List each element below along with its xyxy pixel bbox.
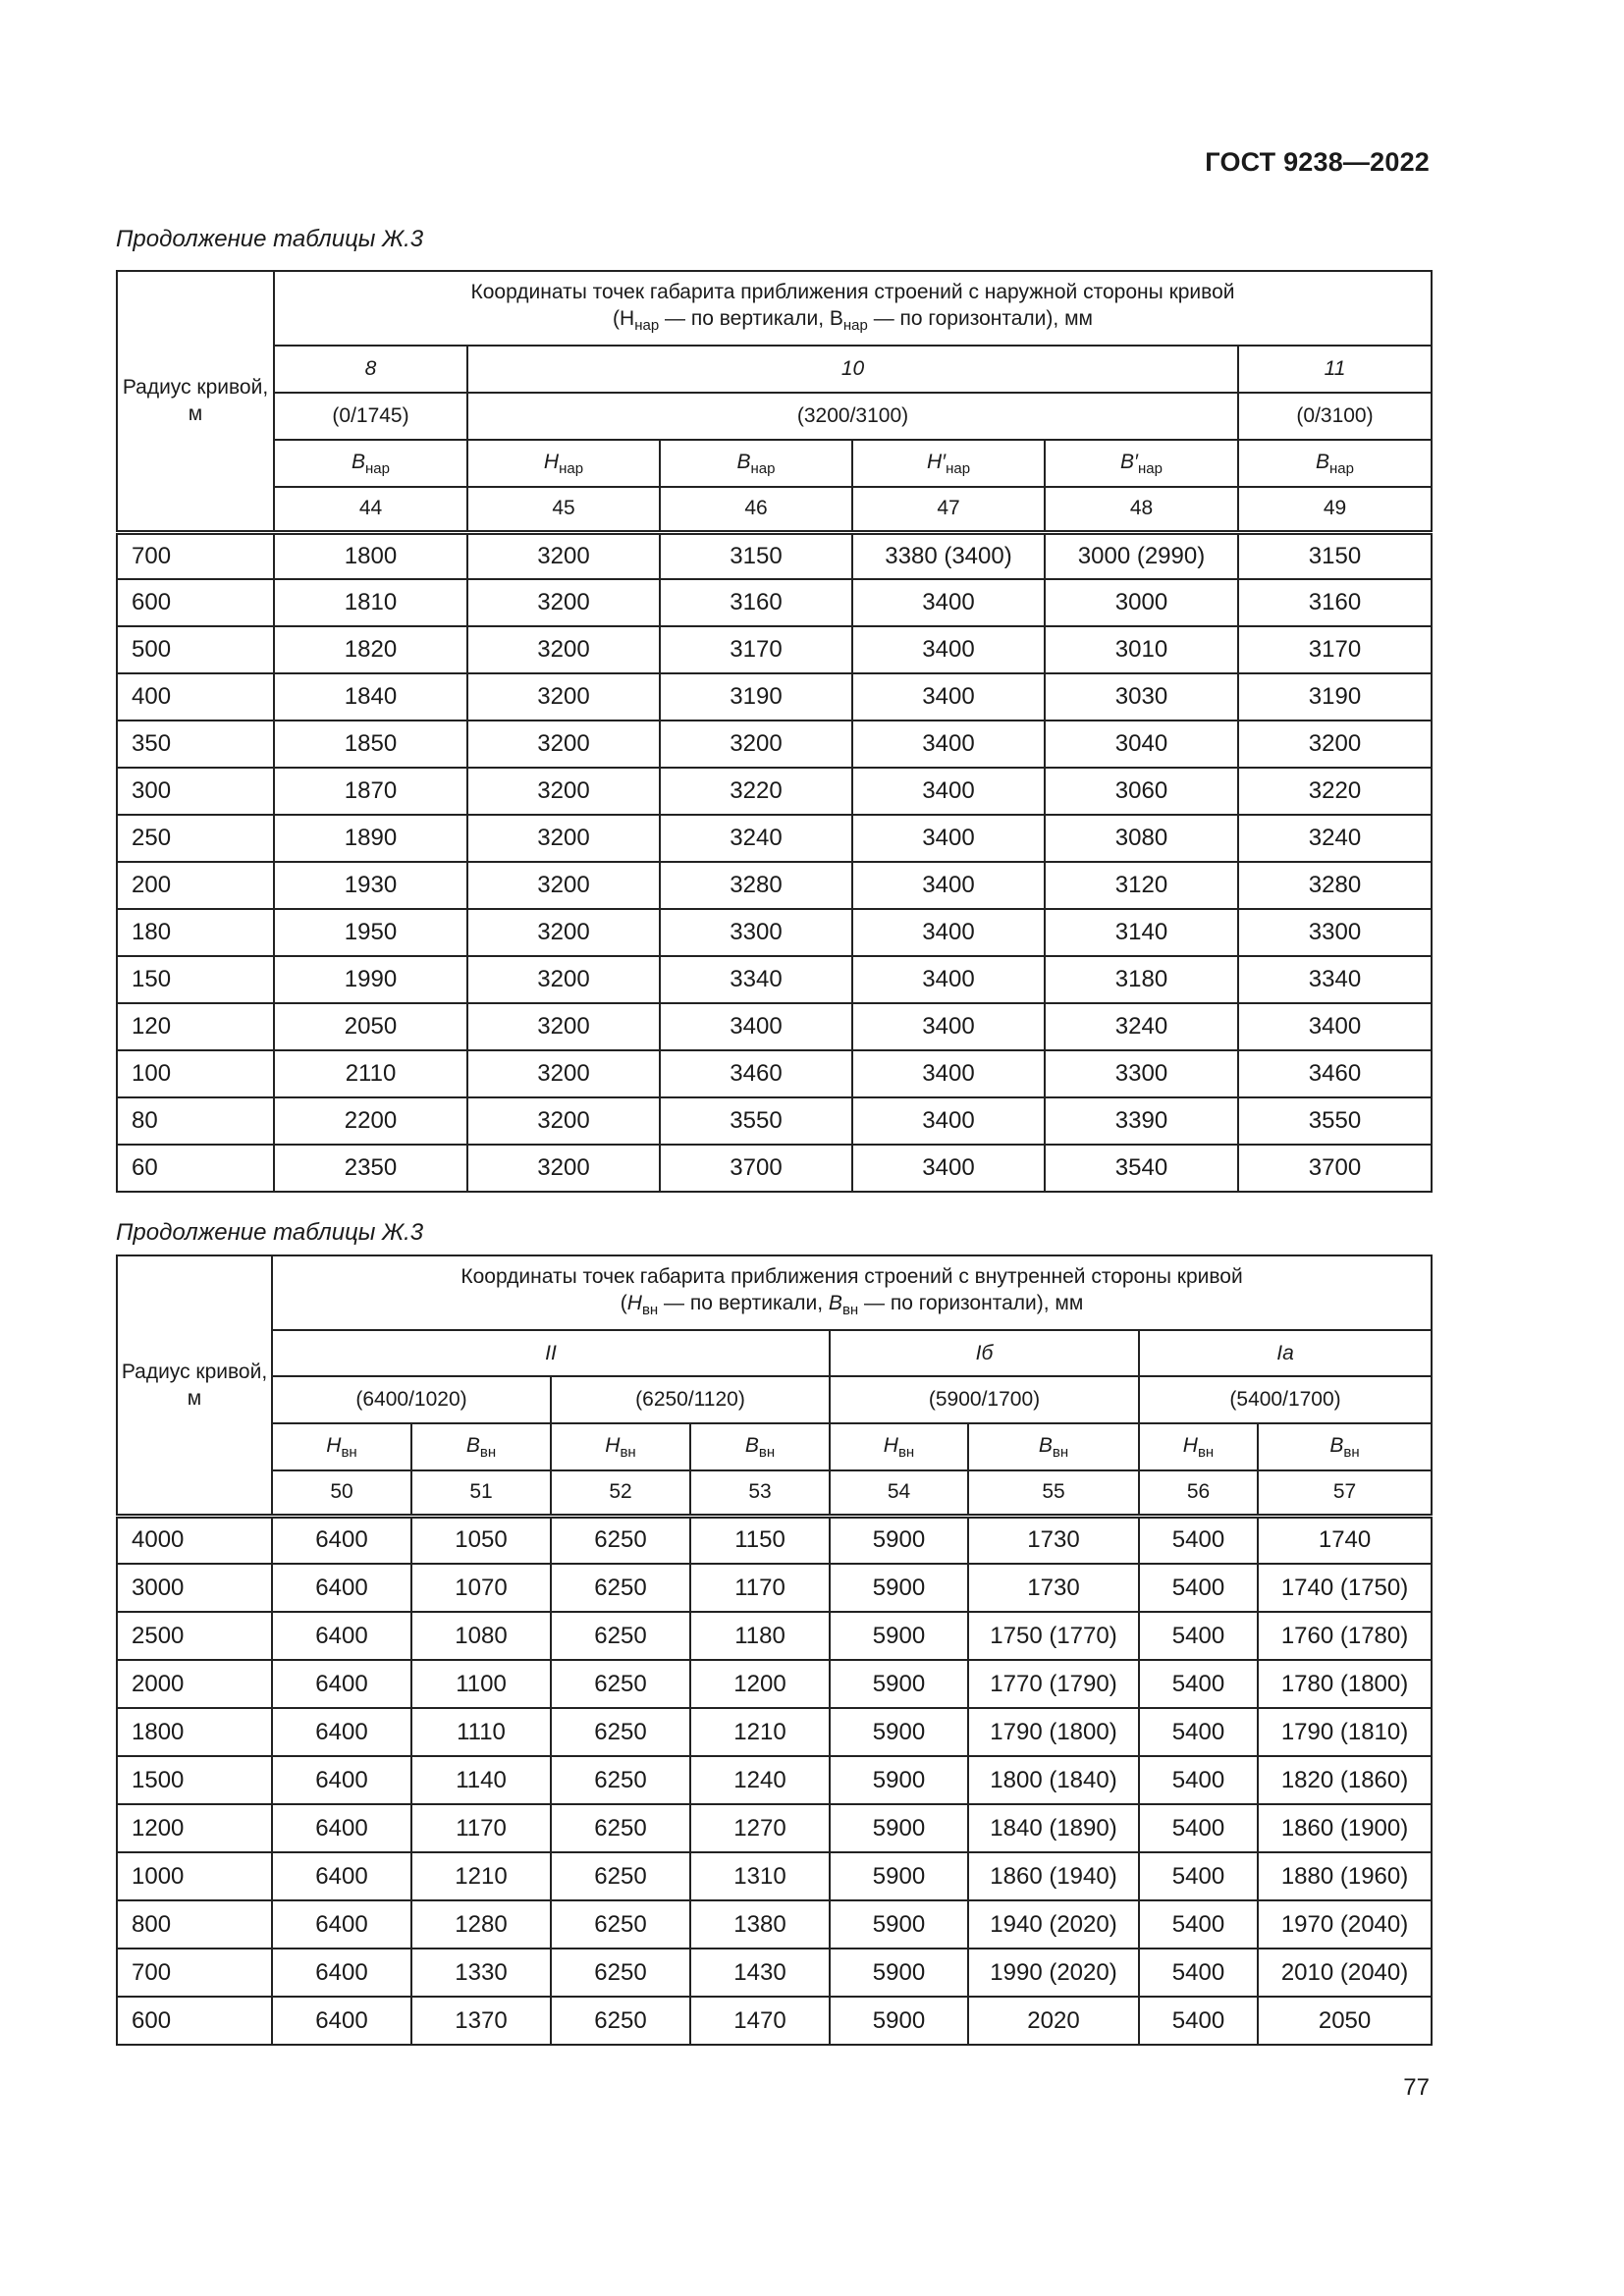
table-cell: 1730 xyxy=(968,1516,1139,1564)
table-cell: 3300 xyxy=(1238,909,1432,956)
table-cell: 2020 xyxy=(968,1997,1139,2045)
table-cell: 6250 xyxy=(551,1564,690,1612)
table-cell: 1930 xyxy=(274,862,467,909)
table-cell: 3200 xyxy=(467,956,660,1003)
table-cell: 5900 xyxy=(830,1852,968,1900)
table-cell: 3120 xyxy=(1045,862,1238,909)
table-cell: 3200 xyxy=(467,626,660,673)
column-symbol: $H_{вн}$ xyxy=(1139,1423,1258,1470)
table-cell: 3400 xyxy=(852,673,1045,721)
radius-cell: 600 xyxy=(117,579,274,626)
table-cell: 3300 xyxy=(1045,1050,1238,1097)
table-cell: 6400 xyxy=(272,1516,411,1564)
table-cell: 3240 xyxy=(660,815,852,862)
radius-cell: 3000 xyxy=(117,1564,272,1612)
table-cell: 6400 xyxy=(272,1660,411,1708)
table-row xyxy=(117,1145,1432,1192)
table-cell: 1200 xyxy=(690,1660,830,1708)
table-cell: 6250 xyxy=(551,1516,690,1564)
table-cell: 3200 xyxy=(467,721,660,768)
radius-cell: 700 xyxy=(117,1949,272,1997)
table-cell: 3200 xyxy=(467,532,660,579)
table-cell: 3240 xyxy=(1238,815,1432,862)
table1-main-header: Координаты точек габарита приближения строений с наружной стороны кривой ($Н_{нар}$ — по вертикали, $В_{нар}$ — по горизонтали), мм xyxy=(274,271,1432,346)
table-cell: 3200 xyxy=(467,909,660,956)
table-cell: 3540 xyxy=(1045,1145,1238,1192)
column-number: 53 xyxy=(690,1470,830,1516)
table-cell: 3400 xyxy=(852,1145,1045,1192)
table-cell: 3400 xyxy=(852,1050,1045,1097)
table-cell: 3340 xyxy=(660,956,852,1003)
table1 xyxy=(116,270,1433,1193)
table-row xyxy=(117,1003,1432,1050)
column-symbol: $B_{нар}$ xyxy=(274,440,467,487)
table-cell: 1100 xyxy=(411,1660,551,1708)
table-cell: 3300 xyxy=(660,909,852,956)
radius-cell: 1800 xyxy=(117,1708,272,1756)
table1-body xyxy=(117,532,1432,1192)
table-cell: 3030 xyxy=(1045,673,1238,721)
table2-column-numbers-row xyxy=(117,1470,1432,1516)
table-cell: 1170 xyxy=(411,1804,551,1852)
table-row xyxy=(117,579,1432,626)
table-row xyxy=(117,1900,1432,1949)
table-cell: 1330 xyxy=(411,1949,551,1997)
column-number: 44 xyxy=(274,487,467,532)
table-cell: 5900 xyxy=(830,1949,968,1997)
table-cell: 3200 xyxy=(467,1145,660,1192)
table-cell: 1890 xyxy=(274,815,467,862)
table-cell: 6250 xyxy=(551,1900,690,1949)
table-row xyxy=(117,909,1432,956)
radius-cell: 1200 xyxy=(117,1804,272,1852)
table-cell: 5900 xyxy=(830,1756,968,1804)
table-cell: 3220 xyxy=(1238,768,1432,815)
table-cell: 3080 xyxy=(1045,815,1238,862)
table-cell: 3550 xyxy=(1238,1097,1432,1145)
table-cell: 1860 (1900) xyxy=(1258,1804,1432,1852)
table-row xyxy=(117,768,1432,815)
table-cell: 3200 xyxy=(467,579,660,626)
table-cell: 3170 xyxy=(1238,626,1432,673)
table-cell: 1760 (1780) xyxy=(1258,1612,1432,1660)
table-cell: 5400 xyxy=(1139,1900,1258,1949)
table-cell: 1070 xyxy=(411,1564,551,1612)
table-cell: 1740 xyxy=(1258,1516,1432,1564)
table-cell: 3400 xyxy=(852,768,1045,815)
table-cell: 5900 xyxy=(830,1804,968,1852)
table1-radius-header: Радиус кривой, м xyxy=(117,271,274,532)
table-cell: 1820 xyxy=(274,626,467,673)
table-row xyxy=(117,862,1432,909)
table1-point-8: (0/1745) xyxy=(274,393,467,440)
table2-point-3: (5900/1700) xyxy=(830,1376,1139,1423)
table-cell: 1210 xyxy=(411,1852,551,1900)
radius-cell: 120 xyxy=(117,1003,274,1050)
table-row xyxy=(117,673,1432,721)
column-number: 51 xyxy=(411,1470,551,1516)
table-cell: 3700 xyxy=(660,1145,852,1192)
radius-cell: 800 xyxy=(117,1900,272,1949)
radius-cell: 1000 xyxy=(117,1852,272,1900)
table-cell: 1870 xyxy=(274,768,467,815)
table-cell: 6400 xyxy=(272,1612,411,1660)
table-cell: 6250 xyxy=(551,1804,690,1852)
table1-caption: Продолжение таблицы Ж.3 xyxy=(116,226,424,252)
table-cell: 1940 (2020) xyxy=(968,1900,1139,1949)
table-cell: 3280 xyxy=(660,862,852,909)
table-cell: 1810 xyxy=(274,579,467,626)
table2-point-2: (6250/1120) xyxy=(551,1376,830,1423)
table1-group-11: 11 xyxy=(1238,346,1432,393)
table2-point-1: (6400/1020) xyxy=(272,1376,551,1423)
table-row xyxy=(117,1708,1432,1756)
table-cell: 3200 xyxy=(467,673,660,721)
table-cell: 6250 xyxy=(551,1612,690,1660)
table-cell: 5400 xyxy=(1139,1804,1258,1852)
table2-group-Ia: Iа xyxy=(1139,1330,1432,1376)
table-cell: 3390 xyxy=(1045,1097,1238,1145)
radius-cell: 4000 xyxy=(117,1516,272,1564)
column-symbol: $B_{нар}$ xyxy=(660,440,852,487)
table1-point-10: (3200/3100) xyxy=(467,393,1238,440)
radius-cell: 100 xyxy=(117,1050,274,1097)
column-symbol: $B_{вн}$ xyxy=(968,1423,1139,1470)
table-cell: 2050 xyxy=(274,1003,467,1050)
table-cell: 3380 (3400) xyxy=(852,532,1045,579)
table-cell: 1850 xyxy=(274,721,467,768)
table2-point-4: (5400/1700) xyxy=(1139,1376,1432,1423)
radius-cell: 700 xyxy=(117,532,274,579)
table-row xyxy=(117,721,1432,768)
table-cell: 1780 (1800) xyxy=(1258,1660,1432,1708)
table-cell: 1080 xyxy=(411,1612,551,1660)
table-cell: 1380 xyxy=(690,1900,830,1949)
table-row xyxy=(117,1660,1432,1708)
column-symbol: $B_{вн}$ xyxy=(690,1423,830,1470)
radius-cell: 150 xyxy=(117,956,274,1003)
table-row xyxy=(117,1050,1432,1097)
column-number: 56 xyxy=(1139,1470,1258,1516)
table-cell: 5400 xyxy=(1139,1612,1258,1660)
table1-point-11: (0/3100) xyxy=(1238,393,1432,440)
radius-cell: 500 xyxy=(117,626,274,673)
column-number: 46 xyxy=(660,487,852,532)
table-cell: 6400 xyxy=(272,1564,411,1612)
table-cell: 3200 xyxy=(467,1003,660,1050)
column-symbol: $H_{вн}$ xyxy=(272,1423,411,1470)
table-cell: 1140 xyxy=(411,1756,551,1804)
radius-cell: 2500 xyxy=(117,1612,272,1660)
table-cell: 5900 xyxy=(830,1708,968,1756)
table2-caption: Продолжение таблицы Ж.3 xyxy=(116,1219,424,1246)
radius-cell: 60 xyxy=(117,1145,274,1192)
table-cell: 3150 xyxy=(660,532,852,579)
column-symbol: $H_{нар}$ xyxy=(467,440,660,487)
table-cell: 6250 xyxy=(551,1997,690,2045)
table-cell: 3400 xyxy=(852,721,1045,768)
table-cell: 1180 xyxy=(690,1612,830,1660)
table-cell: 6400 xyxy=(272,1708,411,1756)
table-cell: 6250 xyxy=(551,1852,690,1900)
table-cell: 2050 xyxy=(1258,1997,1432,2045)
table-cell: 1170 xyxy=(690,1564,830,1612)
table-cell: 5400 xyxy=(1139,1997,1258,2045)
table-cell: 1280 xyxy=(411,1900,551,1949)
table-cell: 3000 xyxy=(1045,579,1238,626)
table-cell: 2110 xyxy=(274,1050,467,1097)
table2-radius-header: Радиус кривой, м xyxy=(117,1255,272,1516)
table-cell: 3140 xyxy=(1045,909,1238,956)
table-cell: 3460 xyxy=(1238,1050,1432,1097)
table-cell: 3200 xyxy=(1238,721,1432,768)
table-cell: 3400 xyxy=(852,626,1045,673)
table-cell: 1150 xyxy=(690,1516,830,1564)
table-cell: 1430 xyxy=(690,1949,830,1997)
table-cell: 3700 xyxy=(1238,1145,1432,1192)
table-cell: 5400 xyxy=(1139,1949,1258,1997)
column-symbol: $B_{вн}$ xyxy=(411,1423,551,1470)
column-number: 48 xyxy=(1045,487,1238,532)
table-cell: 3000 (2990) xyxy=(1045,532,1238,579)
table-cell: 6400 xyxy=(272,1756,411,1804)
table-cell: 1050 xyxy=(411,1516,551,1564)
table-row xyxy=(117,626,1432,673)
table-cell: 1770 (1790) xyxy=(968,1660,1139,1708)
table-cell: 3400 xyxy=(852,1097,1045,1145)
radius-cell: 1500 xyxy=(117,1756,272,1804)
table-cell: 5900 xyxy=(830,1564,968,1612)
table2-group-II: II xyxy=(272,1330,830,1376)
table-cell: 3400 xyxy=(852,815,1045,862)
table-cell: 5900 xyxy=(830,1612,968,1660)
radius-cell: 250 xyxy=(117,815,274,862)
column-number: 52 xyxy=(551,1470,690,1516)
table-cell: 3010 xyxy=(1045,626,1238,673)
table-cell: 6250 xyxy=(551,1949,690,1997)
radius-cell: 300 xyxy=(117,768,274,815)
table-cell: 6400 xyxy=(272,1949,411,1997)
table-cell: 1990 (2020) xyxy=(968,1949,1139,1997)
radius-cell: 600 xyxy=(117,1997,272,2045)
table-cell: 1790 (1810) xyxy=(1258,1708,1432,1756)
table-cell: 1820 (1860) xyxy=(1258,1756,1432,1804)
table-cell: 3180 xyxy=(1045,956,1238,1003)
radius-cell: 400 xyxy=(117,673,274,721)
table-cell: 1740 (1750) xyxy=(1258,1564,1432,1612)
table-cell: 3060 xyxy=(1045,768,1238,815)
column-symbol: $H_{вн}$ xyxy=(551,1423,690,1470)
table-row xyxy=(117,1804,1432,1852)
radius-cell: 200 xyxy=(117,862,274,909)
column-number: 57 xyxy=(1258,1470,1432,1516)
table-cell: 5400 xyxy=(1139,1660,1258,1708)
table-cell: 1730 xyxy=(968,1564,1139,1612)
table-cell: 3160 xyxy=(660,579,852,626)
column-symbol: $B'_{нар}$ xyxy=(1045,440,1238,487)
table-cell: 3400 xyxy=(1238,1003,1432,1050)
table-cell: 3400 xyxy=(852,956,1045,1003)
table-cell: 6400 xyxy=(272,1997,411,2045)
table-cell: 5900 xyxy=(830,1900,968,1949)
table-cell: 2010 (2040) xyxy=(1258,1949,1432,1997)
table-cell: 1790 (1800) xyxy=(968,1708,1139,1756)
column-symbol: $B_{вн}$ xyxy=(1258,1423,1432,1470)
table1-symbols-row xyxy=(117,440,1432,487)
table-row xyxy=(117,1756,1432,1804)
table-cell: 3170 xyxy=(660,626,852,673)
table-cell: 5900 xyxy=(830,1660,968,1708)
table-cell: 3200 xyxy=(467,815,660,862)
table-cell: 1270 xyxy=(690,1804,830,1852)
table2-main-header: Координаты точек габарита приближения строений с внутренней стороны кривой ($Н_{вн}$ — по вертикали, $В_{вн}$ — по горизонтали), мм xyxy=(272,1255,1432,1330)
table1-column-numbers-row xyxy=(117,487,1432,532)
table-cell: 1880 (1960) xyxy=(1258,1852,1432,1900)
column-symbol: $H'_{нар}$ xyxy=(852,440,1045,487)
table2-group-Ib: Iб xyxy=(830,1330,1139,1376)
table-cell: 1800 xyxy=(274,532,467,579)
table-cell: 3040 xyxy=(1045,721,1238,768)
column-symbol: $H_{вн}$ xyxy=(830,1423,968,1470)
table-cell: 5900 xyxy=(830,1516,968,1564)
table-row xyxy=(117,956,1432,1003)
table-row xyxy=(117,1612,1432,1660)
table-cell: 3280 xyxy=(1238,862,1432,909)
column-number: 49 xyxy=(1238,487,1432,532)
table-row xyxy=(117,815,1432,862)
table-cell: 1240 xyxy=(690,1756,830,1804)
table-cell: 1800 (1840) xyxy=(968,1756,1139,1804)
table-cell: 1310 xyxy=(690,1852,830,1900)
table-cell: 5400 xyxy=(1139,1708,1258,1756)
table-cell: 6250 xyxy=(551,1660,690,1708)
column-number: 55 xyxy=(968,1470,1139,1516)
table-cell: 3400 xyxy=(852,909,1045,956)
table-cell: 1370 xyxy=(411,1997,551,2045)
table-cell: 5400 xyxy=(1139,1852,1258,1900)
table-row xyxy=(117,532,1432,579)
table-cell: 1860 (1940) xyxy=(968,1852,1139,1900)
table2-body xyxy=(117,1516,1432,2045)
table-cell: 3200 xyxy=(467,1050,660,1097)
table-cell: 3240 xyxy=(1045,1003,1238,1050)
table-cell: 6400 xyxy=(272,1804,411,1852)
table-cell: 3190 xyxy=(660,673,852,721)
table2-header xyxy=(117,1255,1432,1516)
table-row xyxy=(117,1997,1432,2045)
table-cell: 5400 xyxy=(1139,1756,1258,1804)
table-cell: 3200 xyxy=(467,1097,660,1145)
table-row xyxy=(117,1564,1432,1612)
table-cell: 3200 xyxy=(660,721,852,768)
document-id: ГОСТ 9238—2022 xyxy=(1205,147,1430,177)
table-row xyxy=(117,1516,1432,1564)
table-cell: 2200 xyxy=(274,1097,467,1145)
table-row xyxy=(117,1097,1432,1145)
table-cell: 1970 (2040) xyxy=(1258,1900,1432,1949)
page-number: 77 xyxy=(1403,2074,1430,2101)
radius-cell: 2000 xyxy=(117,1660,272,1708)
table-cell: 1750 (1770) xyxy=(968,1612,1139,1660)
table-cell: 1470 xyxy=(690,1997,830,2045)
table-cell: 3460 xyxy=(660,1050,852,1097)
table-cell: 1110 xyxy=(411,1708,551,1756)
table-row xyxy=(117,1949,1432,1997)
table-cell: 3400 xyxy=(660,1003,852,1050)
table-cell: 6400 xyxy=(272,1900,411,1949)
table1-group-8: 8 xyxy=(274,346,467,393)
table-cell: 3400 xyxy=(852,862,1045,909)
table-cell: 3340 xyxy=(1238,956,1432,1003)
table-cell: 3150 xyxy=(1238,532,1432,579)
table-cell: 5900 xyxy=(830,1997,968,2045)
table1-group-10: 10 xyxy=(467,346,1238,393)
table-cell: 5400 xyxy=(1139,1564,1258,1612)
radius-cell: 80 xyxy=(117,1097,274,1145)
column-number: 45 xyxy=(467,487,660,532)
table2-symbols-row xyxy=(117,1423,1432,1470)
table-cell: 6250 xyxy=(551,1708,690,1756)
table-cell: 3550 xyxy=(660,1097,852,1145)
table-row xyxy=(117,1852,1432,1900)
column-number: 54 xyxy=(830,1470,968,1516)
table-cell: 6250 xyxy=(551,1756,690,1804)
table-cell: 3200 xyxy=(467,862,660,909)
table2 xyxy=(116,1255,1433,2046)
table-cell: 3200 xyxy=(467,768,660,815)
radius-cell: 350 xyxy=(117,721,274,768)
table-cell: 2350 xyxy=(274,1145,467,1192)
column-symbol: $B_{нар}$ xyxy=(1238,440,1432,487)
column-number: 50 xyxy=(272,1470,411,1516)
column-number: 47 xyxy=(852,487,1045,532)
table-cell: 3160 xyxy=(1238,579,1432,626)
table-cell: 1990 xyxy=(274,956,467,1003)
table-cell: 3400 xyxy=(852,1003,1045,1050)
table-cell: 3400 xyxy=(852,579,1045,626)
table-cell: 3220 xyxy=(660,768,852,815)
table-cell: 6400 xyxy=(272,1852,411,1900)
radius-cell: 180 xyxy=(117,909,274,956)
table1-header xyxy=(117,271,1432,532)
table-cell: 1840 (1890) xyxy=(968,1804,1139,1852)
table-cell: 3190 xyxy=(1238,673,1432,721)
table-cell: 5400 xyxy=(1139,1516,1258,1564)
table-cell: 1840 xyxy=(274,673,467,721)
table-cell: 1210 xyxy=(690,1708,830,1756)
table-cell: 1950 xyxy=(274,909,467,956)
